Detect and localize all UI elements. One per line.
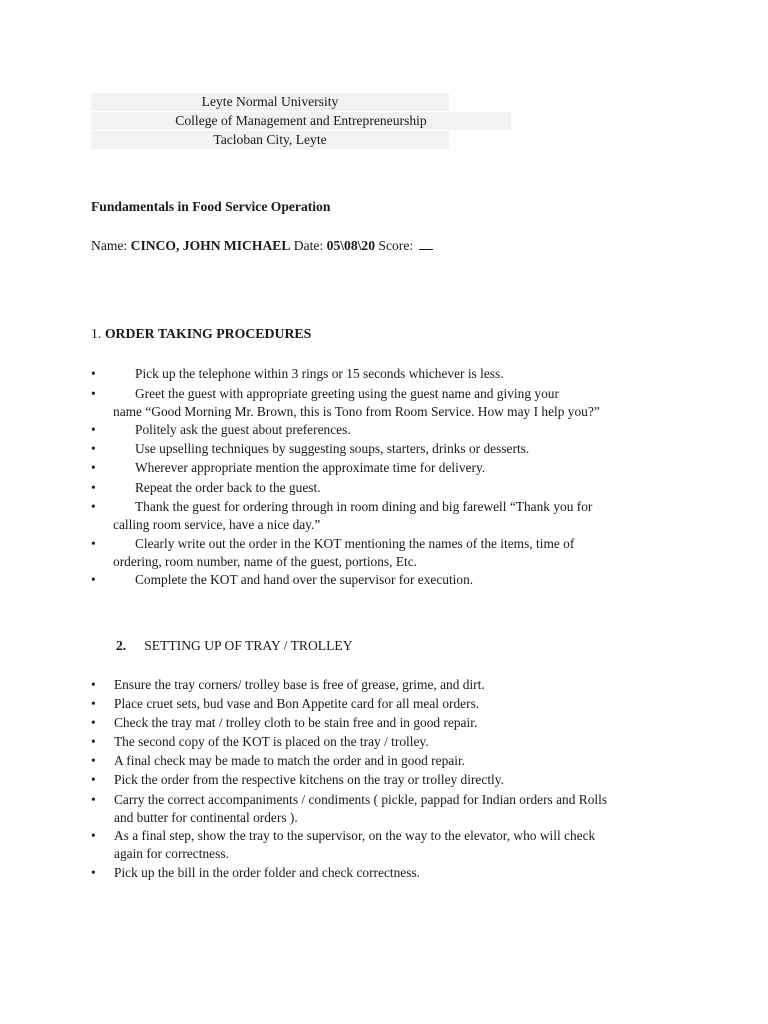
bullet-glyph: •	[91, 753, 96, 768]
bullet-glyph: •	[91, 792, 96, 807]
list-item-text-line: Pick the order from the respective kitchens on the tray or trolley directly.	[114, 772, 504, 787]
list-item-text-line: Clearly write out the order in the KOT mentioning the names of the items, time of	[135, 536, 575, 551]
list-item-text-line: Ensure the tray corners/ trolley base is free of grease, grime, and dirt.	[114, 677, 485, 692]
bullet-glyph: •	[91, 677, 96, 692]
bullet-glyph: •	[91, 422, 96, 437]
list-item-text-line: Carry the correct accompaniments / condiments ( pickle, pappad for Indian orders and Rolls	[114, 792, 608, 807]
bullet-glyph: •	[91, 536, 96, 551]
list-item-text-line: Wherever appropriate mention the approximate time for delivery.	[135, 460, 486, 475]
header-college: College of Management and Entrepreneurship	[91, 112, 511, 130]
bullet-glyph: •	[91, 386, 96, 401]
bullet-glyph: •	[91, 734, 96, 749]
name-label: Name:	[91, 238, 128, 253]
bullet-glyph: •	[91, 366, 96, 381]
list-item-text-line: Check the tray mat / trolley cloth to be stain free and in good repair.	[114, 715, 478, 730]
list-item-text-line: again for correctness.	[114, 845, 229, 861]
list-item-text-line: As a final step, show the tray to the supervisor, on the way to the elevator, who will check	[114, 828, 596, 843]
student-info-line	[91, 237, 433, 254]
date-value: 05\08\20	[326, 238, 375, 253]
score-blank	[419, 237, 433, 250]
list-item-text-line: Complete the KOT and hand over the supervisor for execution.	[135, 572, 474, 587]
bullet-glyph: •	[91, 480, 96, 495]
section2-heading	[116, 638, 353, 654]
name-value: CINCO, JOHN MICHAEL	[130, 238, 291, 253]
list-item-text-line: Pick up the bill in the order folder and check correctness.	[114, 865, 421, 880]
section2-number: 2.	[116, 638, 127, 653]
bullet-glyph: •	[91, 460, 96, 475]
list-item-text-line: Thank the guest for ordering through in room dining and big farewell “Thank you for	[135, 499, 593, 514]
section1-title: ORDER TAKING PROCEDURES	[104, 326, 312, 341]
list-item-text-line: Repeat the order back to the guest.	[135, 480, 321, 495]
bullet-glyph: •	[91, 696, 96, 711]
list-item-text-line: name “Good Morning Mr. Brown, this is Tono from Room Service. How may I help you?”	[113, 403, 600, 419]
section1-heading	[91, 326, 311, 342]
bullet-glyph: •	[91, 572, 96, 587]
bullet-glyph: •	[91, 772, 96, 787]
list-item-text-line: Place cruet sets, bud vase and Bon Appetite card for all meal orders.	[114, 696, 480, 711]
list-item-text-line: Greet the guest with appropriate greeting using the guest name and giving your	[135, 386, 559, 401]
list-item-text-line: The second copy of the KOT is placed on the tray / trolley.	[114, 734, 429, 749]
list-item-text-line: A final check may be made to match the order and in good repair.	[114, 753, 466, 768]
list-item-text-line: ordering, room number, name of the guest, portions, Etc.	[113, 553, 418, 569]
score-label: Score:	[378, 238, 414, 253]
list-item-text-line: and butter for continental orders ).	[114, 809, 298, 825]
bullet-glyph: •	[91, 828, 96, 843]
list-item-text-line: calling room service, have a nice day.”	[113, 516, 321, 532]
bullet-glyph: •	[91, 865, 96, 880]
section1-number: 1.	[91, 326, 102, 341]
section2-title: SETTING UP OF TRAY / TROLLEY	[144, 638, 353, 653]
list-item-text-line: Pick up the telephone within 3 rings or 15 seconds whichever is less.	[135, 366, 504, 381]
bullet-glyph: •	[91, 441, 96, 456]
list-item-text-line: Use upselling techniques by suggesting soups, starters, drinks or desserts.	[135, 441, 530, 456]
list-item-text-line: Politely ask the guest about preferences.	[135, 422, 351, 437]
header-city: Tacloban City, Leyte	[91, 131, 449, 149]
header-university: Leyte Normal University	[91, 93, 449, 111]
course-title: Fundamentals in Food Service Operation	[91, 199, 331, 214]
date-label: Date:	[293, 238, 324, 253]
bullet-glyph: •	[91, 499, 96, 514]
bullet-glyph: •	[91, 715, 96, 730]
